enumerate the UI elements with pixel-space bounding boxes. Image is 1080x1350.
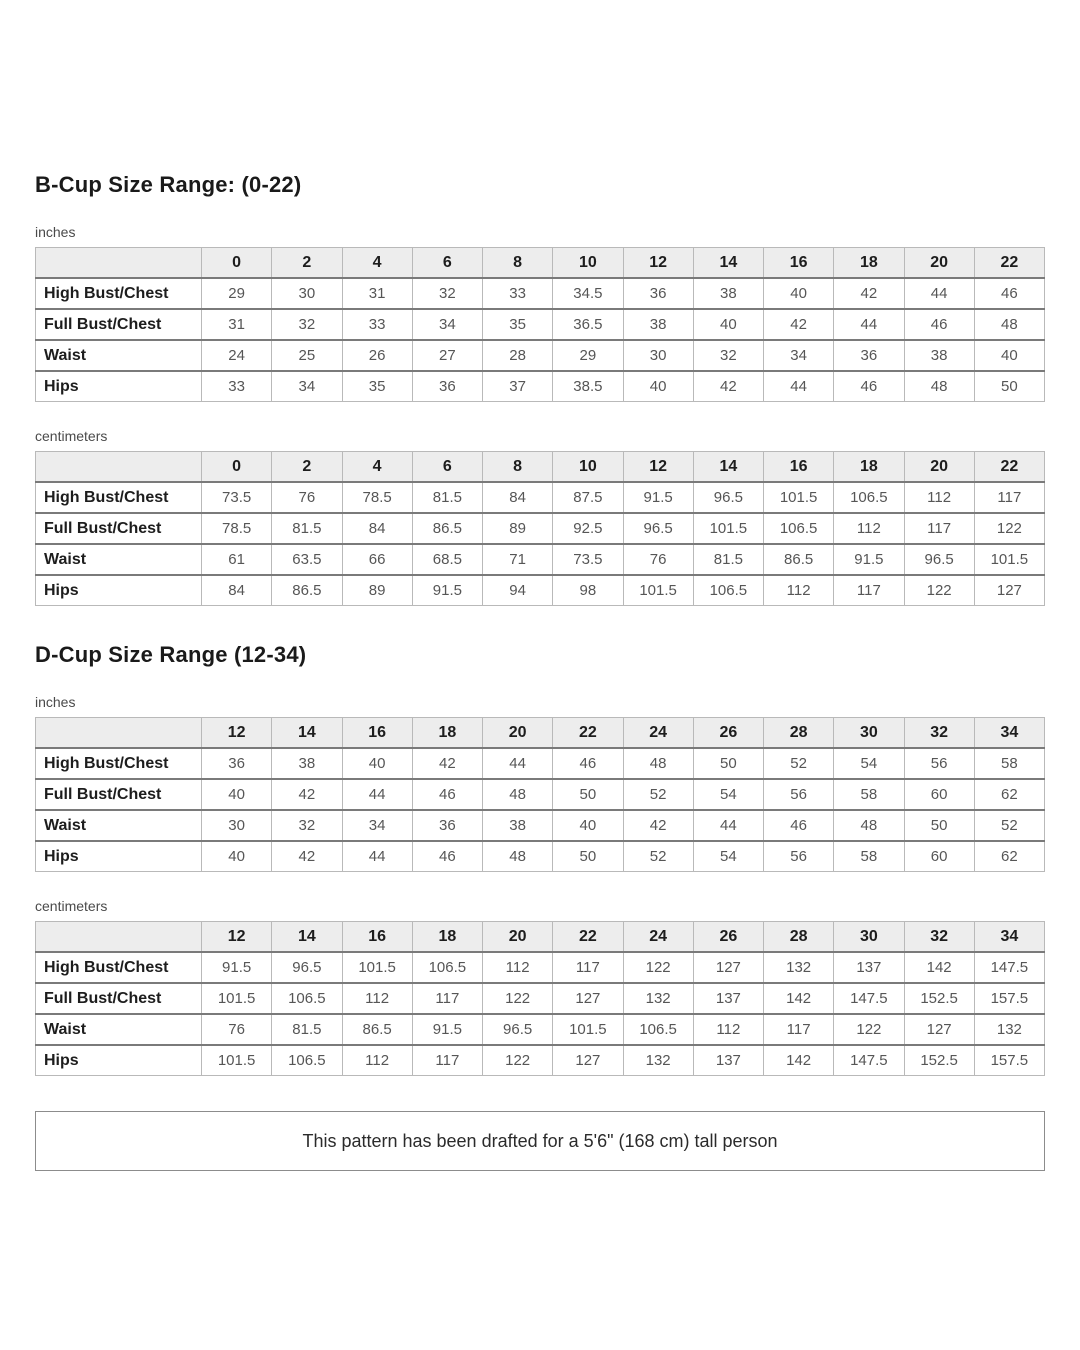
measurement-value-cell: 112 — [342, 983, 412, 1014]
measurement-row — [36, 278, 1045, 309]
measurement-value-cell: 60 — [904, 779, 974, 810]
size-header-cell: 6 — [412, 248, 482, 279]
size-header-row — [36, 922, 1045, 953]
measurement-value-cell: 117 — [904, 513, 974, 544]
measurement-value-cell: 28 — [483, 340, 553, 371]
measurement-value-cell: 60 — [904, 841, 974, 872]
measurement-value-cell: 27 — [412, 340, 482, 371]
measurement-value-cell: 38 — [904, 340, 974, 371]
measurement-value-cell: 58 — [834, 841, 904, 872]
measurement-row — [36, 340, 1045, 371]
measurement-value-cell: 58 — [974, 748, 1044, 779]
measurement-value-cell: 112 — [483, 952, 553, 983]
d-cup-inches-table — [35, 717, 1045, 872]
measurement-value-cell: 40 — [764, 278, 834, 309]
size-header-cell: 32 — [904, 922, 974, 953]
measurement-value-cell: 56 — [764, 841, 834, 872]
measurement-value-cell: 46 — [412, 779, 482, 810]
measurement-row — [36, 544, 1045, 575]
d-cup-section-title: D-Cup Size Range (12-34) — [35, 642, 307, 667]
measurement-value-cell: 38.5 — [553, 371, 623, 402]
measurement-row — [36, 983, 1045, 1014]
size-header-cell: 20 — [483, 718, 553, 749]
measurement-value-cell: 38 — [693, 278, 763, 309]
measurement-value-cell: 63.5 — [272, 544, 342, 575]
measurement-value-cell: 46 — [834, 371, 904, 402]
measurement-value-cell: 142 — [904, 952, 974, 983]
measurement-label: Hips — [36, 371, 202, 402]
size-header-cell: 20 — [904, 452, 974, 483]
measurement-value-cell: 106.5 — [272, 1045, 342, 1076]
measurement-value-cell: 40 — [693, 309, 763, 340]
measurement-value-cell: 46 — [412, 841, 482, 872]
size-header-cell: 0 — [202, 248, 272, 279]
measurement-label: Hips — [36, 575, 202, 606]
measurement-value-cell: 36 — [412, 371, 482, 402]
measurement-value-cell: 42 — [412, 748, 482, 779]
size-header-cell: 6 — [412, 452, 482, 483]
measurement-row — [36, 371, 1045, 402]
measurement-row — [36, 779, 1045, 810]
measurement-value-cell: 40 — [974, 340, 1044, 371]
measurement-value-cell: 122 — [623, 952, 693, 983]
measurement-value-cell: 44 — [693, 810, 763, 841]
size-header-cell: 4 — [342, 452, 412, 483]
measurement-value-cell: 147.5 — [974, 952, 1044, 983]
measurement-value-cell: 62 — [974, 841, 1044, 872]
measurement-value-cell: 42 — [623, 810, 693, 841]
measurement-value-cell: 50 — [553, 779, 623, 810]
measurement-value-cell: 86.5 — [412, 513, 482, 544]
measurement-label: Waist — [36, 544, 202, 575]
measurement-value-cell: 101.5 — [693, 513, 763, 544]
measurement-value-cell: 122 — [834, 1014, 904, 1045]
measurement-value-cell: 112 — [342, 1045, 412, 1076]
measurement-value-cell: 147.5 — [834, 1045, 904, 1076]
height-note-text: This pattern has been drafted for a 5'6" (168 cm) tall person — [302, 1130, 778, 1151]
measurement-value-cell: 46 — [764, 810, 834, 841]
measurement-value-cell: 101.5 — [202, 983, 272, 1014]
size-header-cell: 8 — [483, 248, 553, 279]
d-cup-centimeters-unit-label: centimeters — [35, 898, 108, 914]
size-header-cell: 22 — [974, 248, 1044, 279]
size-header-cell: 30 — [834, 922, 904, 953]
measurement-value-cell: 44 — [904, 278, 974, 309]
measurement-value-cell: 89 — [483, 513, 553, 544]
measurement-value-cell: 32 — [412, 278, 482, 309]
measurement-label: High Bust/Chest — [36, 748, 202, 779]
measurement-value-cell: 132 — [623, 1045, 693, 1076]
measurement-value-cell: 66 — [342, 544, 412, 575]
measurement-value-cell: 37 — [483, 371, 553, 402]
measurement-value-cell: 127 — [974, 575, 1044, 606]
measurement-value-cell: 38 — [483, 810, 553, 841]
measurement-value-cell: 46 — [974, 278, 1044, 309]
measurement-row — [36, 748, 1045, 779]
measurement-value-cell: 44 — [483, 748, 553, 779]
measurement-value-cell: 117 — [834, 575, 904, 606]
measurement-label: High Bust/Chest — [36, 278, 202, 309]
b-cup-inches-unit-label: inches — [35, 224, 76, 240]
measurement-value-cell: 40 — [553, 810, 623, 841]
size-header-cell: 16 — [342, 922, 412, 953]
measurement-value-cell: 152.5 — [904, 983, 974, 1014]
measurement-row — [36, 575, 1045, 606]
measurement-value-cell: 32 — [272, 810, 342, 841]
measurement-value-cell: 48 — [904, 371, 974, 402]
measurement-row — [36, 309, 1045, 340]
measurement-value-cell: 44 — [834, 309, 904, 340]
measurement-value-cell: 31 — [202, 309, 272, 340]
measurement-value-cell: 81.5 — [693, 544, 763, 575]
measurement-value-cell: 54 — [834, 748, 904, 779]
measurement-value-cell: 48 — [974, 309, 1044, 340]
measurement-value-cell: 117 — [764, 1014, 834, 1045]
measurement-value-cell: 96.5 — [623, 513, 693, 544]
measurement-value-cell: 76 — [272, 482, 342, 513]
measurement-label: Full Bust/Chest — [36, 309, 202, 340]
measurement-value-cell: 101.5 — [553, 1014, 623, 1045]
measurement-value-cell: 117 — [412, 1045, 482, 1076]
measurement-value-cell: 36 — [202, 748, 272, 779]
size-header-row — [36, 718, 1045, 749]
size-header-cell: 12 — [202, 922, 272, 953]
measurement-value-cell: 81.5 — [412, 482, 482, 513]
measurement-label: Waist — [36, 340, 202, 371]
measurement-row — [36, 810, 1045, 841]
measurement-value-cell: 122 — [483, 1045, 553, 1076]
b-cup-inches-table — [35, 247, 1045, 402]
size-header-cell: 24 — [623, 922, 693, 953]
size-header-cell: 18 — [834, 452, 904, 483]
measurement-label: Full Bust/Chest — [36, 983, 202, 1014]
size-header-cell: 26 — [693, 718, 763, 749]
measurement-value-cell: 56 — [764, 779, 834, 810]
measurement-value-cell: 71 — [483, 544, 553, 575]
measurement-value-cell: 34.5 — [553, 278, 623, 309]
measurement-value-cell: 106.5 — [693, 575, 763, 606]
measurement-label: Hips — [36, 841, 202, 872]
size-header-cell: 14 — [272, 922, 342, 953]
size-header-cell: 4 — [342, 248, 412, 279]
measurement-value-cell: 127 — [904, 1014, 974, 1045]
measurement-value-cell: 34 — [412, 309, 482, 340]
measurement-value-cell: 48 — [623, 748, 693, 779]
corner-cell — [36, 922, 202, 953]
measurement-value-cell: 68.5 — [412, 544, 482, 575]
measurement-value-cell: 147.5 — [834, 983, 904, 1014]
measurement-value-cell: 61 — [202, 544, 272, 575]
size-header-cell: 8 — [483, 452, 553, 483]
measurement-value-cell: 42 — [272, 779, 342, 810]
measurement-value-cell: 84 — [342, 513, 412, 544]
measurement-value-cell: 40 — [342, 748, 412, 779]
measurement-value-cell: 38 — [623, 309, 693, 340]
measurement-value-cell: 50 — [693, 748, 763, 779]
size-header-row — [36, 452, 1045, 483]
section-b-cup — [35, 172, 1045, 606]
measurement-row — [36, 952, 1045, 983]
size-header-cell: 14 — [693, 248, 763, 279]
measurement-value-cell: 142 — [764, 1045, 834, 1076]
measurement-label: Waist — [36, 810, 202, 841]
measurement-value-cell: 112 — [834, 513, 904, 544]
measurement-value-cell: 36.5 — [553, 309, 623, 340]
measurement-value-cell: 52 — [623, 841, 693, 872]
measurement-value-cell: 78.5 — [202, 513, 272, 544]
measurement-value-cell: 127 — [553, 1045, 623, 1076]
measurement-value-cell: 132 — [764, 952, 834, 983]
measurement-value-cell: 42 — [693, 371, 763, 402]
measurement-row — [36, 482, 1045, 513]
measurement-value-cell: 106.5 — [834, 482, 904, 513]
measurement-value-cell: 152.5 — [904, 1045, 974, 1076]
measurement-value-cell: 52 — [623, 779, 693, 810]
measurement-value-cell: 122 — [483, 983, 553, 1014]
measurement-value-cell: 24 — [202, 340, 272, 371]
measurement-value-cell: 137 — [693, 983, 763, 1014]
measurement-value-cell: 86.5 — [764, 544, 834, 575]
measurement-value-cell: 101.5 — [974, 544, 1044, 575]
measurement-value-cell: 54 — [693, 841, 763, 872]
measurement-value-cell: 33 — [202, 371, 272, 402]
measurement-row — [36, 513, 1045, 544]
measurement-value-cell: 76 — [202, 1014, 272, 1045]
b-cup-centimeters-table — [35, 451, 1045, 606]
measurement-value-cell: 26 — [342, 340, 412, 371]
size-header-cell: 34 — [974, 718, 1044, 749]
measurement-value-cell: 34 — [342, 810, 412, 841]
size-header-cell: 2 — [272, 248, 342, 279]
size-header-cell: 16 — [764, 248, 834, 279]
size-header-cell: 34 — [974, 922, 1044, 953]
d-cup-centimeters-table — [35, 921, 1045, 1076]
measurement-value-cell: 29 — [553, 340, 623, 371]
measurement-value-cell: 101.5 — [342, 952, 412, 983]
corner-cell — [36, 718, 202, 749]
measurement-label: Full Bust/Chest — [36, 513, 202, 544]
measurement-value-cell: 91.5 — [202, 952, 272, 983]
d-cup-inches-unit-label: inches — [35, 694, 76, 710]
measurement-value-cell: 112 — [764, 575, 834, 606]
measurement-row — [36, 841, 1045, 872]
size-header-cell: 18 — [834, 248, 904, 279]
measurement-value-cell: 142 — [764, 983, 834, 1014]
measurement-value-cell: 46 — [553, 748, 623, 779]
measurement-value-cell: 117 — [553, 952, 623, 983]
corner-cell — [36, 248, 202, 279]
measurement-value-cell: 44 — [342, 841, 412, 872]
size-header-cell: 12 — [623, 248, 693, 279]
measurement-value-cell: 73.5 — [202, 482, 272, 513]
measurement-value-cell: 73.5 — [553, 544, 623, 575]
b-cup-section-title: B-Cup Size Range: (0-22) — [35, 172, 302, 197]
measurement-value-cell: 52 — [764, 748, 834, 779]
measurement-value-cell: 94 — [483, 575, 553, 606]
size-header-cell: 16 — [342, 718, 412, 749]
size-header-cell: 16 — [764, 452, 834, 483]
measurement-row — [36, 1045, 1045, 1076]
measurement-value-cell: 96.5 — [483, 1014, 553, 1045]
size-header-cell: 28 — [764, 922, 834, 953]
measurement-value-cell: 92.5 — [553, 513, 623, 544]
size-header-cell: 32 — [904, 718, 974, 749]
measurement-value-cell: 44 — [342, 779, 412, 810]
measurement-value-cell: 32 — [272, 309, 342, 340]
measurement-value-cell: 50 — [904, 810, 974, 841]
size-header-cell: 22 — [553, 718, 623, 749]
measurement-value-cell: 106.5 — [764, 513, 834, 544]
size-header-cell: 10 — [553, 452, 623, 483]
size-header-cell: 18 — [412, 718, 482, 749]
measurement-value-cell: 78.5 — [342, 482, 412, 513]
measurement-value-cell: 36 — [834, 340, 904, 371]
measurement-value-cell: 127 — [553, 983, 623, 1014]
measurement-value-cell: 58 — [834, 779, 904, 810]
measurement-value-cell: 48 — [834, 810, 904, 841]
measurement-row — [36, 1014, 1045, 1045]
measurement-value-cell: 38 — [272, 748, 342, 779]
measurement-value-cell: 50 — [974, 371, 1044, 402]
measurement-value-cell: 84 — [202, 575, 272, 606]
measurement-value-cell: 34 — [764, 340, 834, 371]
measurement-value-cell: 91.5 — [412, 1014, 482, 1045]
size-header-cell: 20 — [483, 922, 553, 953]
measurement-value-cell: 42 — [834, 278, 904, 309]
measurement-value-cell: 132 — [974, 1014, 1044, 1045]
measurement-value-cell: 122 — [904, 575, 974, 606]
measurement-label: High Bust/Chest — [36, 482, 202, 513]
measurement-value-cell: 40 — [202, 779, 272, 810]
measurement-label: Hips — [36, 1045, 202, 1076]
measurement-label: Full Bust/Chest — [36, 779, 202, 810]
section-d-cup — [35, 642, 1045, 1076]
size-header-cell: 12 — [623, 452, 693, 483]
measurement-value-cell: 84 — [483, 482, 553, 513]
measurement-value-cell: 157.5 — [974, 983, 1044, 1014]
measurement-value-cell: 56 — [904, 748, 974, 779]
measurement-value-cell: 50 — [553, 841, 623, 872]
size-header-row — [36, 248, 1045, 279]
measurement-value-cell: 46 — [904, 309, 974, 340]
size-header-cell: 14 — [272, 718, 342, 749]
measurement-value-cell: 34 — [272, 371, 342, 402]
measurement-value-cell: 48 — [483, 779, 553, 810]
measurement-value-cell: 86.5 — [272, 575, 342, 606]
measurement-value-cell: 98 — [553, 575, 623, 606]
measurement-value-cell: 54 — [693, 779, 763, 810]
measurement-value-cell: 127 — [693, 952, 763, 983]
measurement-value-cell: 29 — [202, 278, 272, 309]
measurement-value-cell: 76 — [623, 544, 693, 575]
measurement-value-cell: 91.5 — [623, 482, 693, 513]
measurement-value-cell: 117 — [974, 482, 1044, 513]
measurement-value-cell: 91.5 — [412, 575, 482, 606]
measurement-value-cell: 33 — [342, 309, 412, 340]
measurement-value-cell: 25 — [272, 340, 342, 371]
size-header-cell: 18 — [412, 922, 482, 953]
size-header-cell: 2 — [272, 452, 342, 483]
measurement-value-cell: 44 — [764, 371, 834, 402]
size-header-cell: 10 — [553, 248, 623, 279]
measurement-value-cell: 30 — [202, 810, 272, 841]
measurement-value-cell: 117 — [412, 983, 482, 1014]
measurement-value-cell: 42 — [272, 841, 342, 872]
size-header-cell: 0 — [202, 452, 272, 483]
size-header-cell: 28 — [764, 718, 834, 749]
measurement-value-cell: 36 — [412, 810, 482, 841]
measurement-value-cell: 31 — [342, 278, 412, 309]
measurement-value-cell: 96.5 — [693, 482, 763, 513]
measurement-value-cell: 122 — [974, 513, 1044, 544]
size-header-cell: 20 — [904, 248, 974, 279]
size-header-cell: 22 — [553, 922, 623, 953]
measurement-value-cell: 36 — [623, 278, 693, 309]
measurement-value-cell: 35 — [483, 309, 553, 340]
size-header-cell: 22 — [974, 452, 1044, 483]
measurement-value-cell: 40 — [623, 371, 693, 402]
measurement-value-cell: 132 — [623, 983, 693, 1014]
size-header-cell: 14 — [693, 452, 763, 483]
measurement-value-cell: 101.5 — [202, 1045, 272, 1076]
measurement-value-cell: 33 — [483, 278, 553, 309]
measurement-value-cell: 112 — [693, 1014, 763, 1045]
measurement-value-cell: 48 — [483, 841, 553, 872]
measurement-value-cell: 91.5 — [834, 544, 904, 575]
measurement-value-cell: 101.5 — [623, 575, 693, 606]
measurement-value-cell: 32 — [693, 340, 763, 371]
measurement-value-cell: 137 — [834, 952, 904, 983]
size-header-cell: 12 — [202, 718, 272, 749]
measurement-value-cell: 81.5 — [272, 1014, 342, 1045]
measurement-value-cell: 62 — [974, 779, 1044, 810]
measurement-value-cell: 157.5 — [974, 1045, 1044, 1076]
measurement-value-cell: 30 — [272, 278, 342, 309]
measurement-value-cell: 81.5 — [272, 513, 342, 544]
measurement-value-cell: 35 — [342, 371, 412, 402]
measurement-value-cell: 87.5 — [553, 482, 623, 513]
measurement-value-cell: 112 — [904, 482, 974, 513]
measurement-label: High Bust/Chest — [36, 952, 202, 983]
measurement-value-cell: 86.5 — [342, 1014, 412, 1045]
measurement-value-cell: 42 — [764, 309, 834, 340]
height-note-box — [35, 1111, 1045, 1171]
measurement-value-cell: 106.5 — [412, 952, 482, 983]
size-header-cell: 24 — [623, 718, 693, 749]
measurement-value-cell: 30 — [623, 340, 693, 371]
corner-cell — [36, 452, 202, 483]
size-header-cell: 26 — [693, 922, 763, 953]
b-cup-centimeters-unit-label: centimeters — [35, 428, 108, 444]
measurement-value-cell: 101.5 — [764, 482, 834, 513]
measurement-value-cell: 96.5 — [904, 544, 974, 575]
measurement-value-cell: 40 — [202, 841, 272, 872]
measurement-value-cell: 96.5 — [272, 952, 342, 983]
measurement-value-cell: 52 — [974, 810, 1044, 841]
measurement-value-cell: 106.5 — [623, 1014, 693, 1045]
size-header-cell: 30 — [834, 718, 904, 749]
measurement-label: Waist — [36, 1014, 202, 1045]
measurement-value-cell: 137 — [693, 1045, 763, 1076]
measurement-value-cell: 89 — [342, 575, 412, 606]
measurement-value-cell: 106.5 — [272, 983, 342, 1014]
